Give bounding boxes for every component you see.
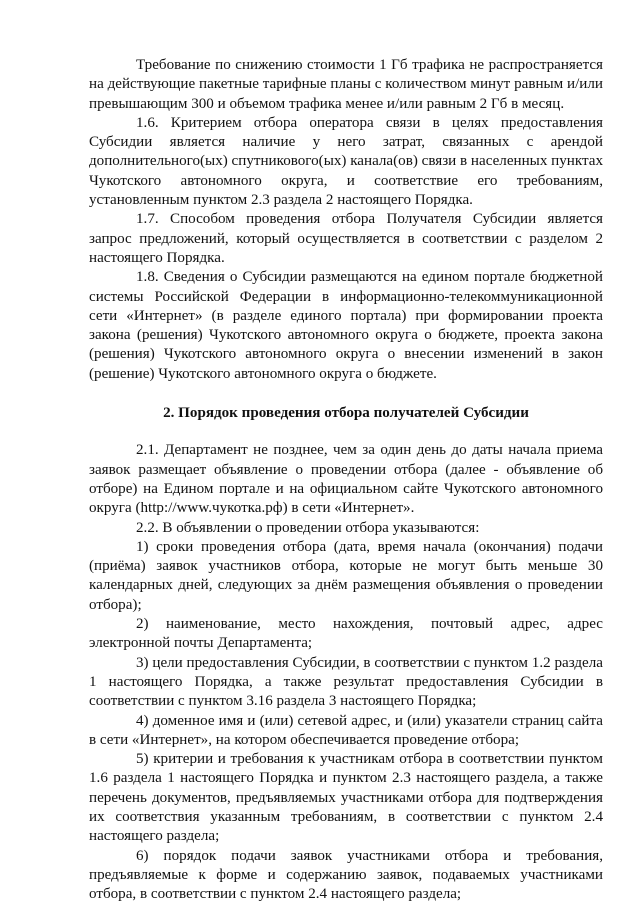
list-item-2: 2) наименование, место нахождения, почтовый адрес, адрес электронной почты Департамента; bbox=[89, 616, 603, 652]
paragraph-1-6: 1.6. Критерием отбора оператора связи в целях предоставления Субсидии является наличие у него затрат, связанных с арендой дополнительного(ых) спутникового(ых) канала(ов) связи в населенных пунктах Чукотского автономного округа, и соответствие его требованиям, установленным пунктом 2.3 раздела 2 настоящего Порядка. bbox=[89, 114, 603, 209]
section-heading: 2. Порядок проведения отбора получателей Субсидии bbox=[163, 405, 529, 422]
paragraph-traffic-requirement: Требование по снижению стоимости 1 Гб трафика не распространяется на действующие пакетные тарифные планы с количеством минут равным и/или превышающим 300 и объемом трафика менее и/или равным 2 Гб в месяц. bbox=[89, 57, 603, 112]
list-item-5: 5) критерии и требования к участникам отбора в соответствии пунктом 1.6 раздела 1 настоящего Порядка и пунктом 2.3 настоящего раздела, а также перечень документов, предъявляемых участниками отбора для подтверждения их соответствия указанным требованиям, в соответствии с пунктом 2.4 настоящего раздела; bbox=[89, 751, 603, 845]
list-item-4: 4) доменное имя и (или) сетевой адрес, и (или) указатели страниц сайта в сети «Интернет», на котором обеспечивается проведение отбора; bbox=[89, 712, 603, 748]
list-item-3: 3) цели предоставления Субсидии, в соответствии с пунктом 1.2 раздела 1 настоящего Порядка, а также результат предоставления Субсидии в соответствии с пунктом 3.16 раздела 3 настоящего Порядка; bbox=[89, 654, 603, 710]
list-item-1: 1) сроки проведения отбора (дата, время начала (окончания) подачи (приёма) заявок участников отбора, которые не могут быть меньше 30 календарных дней, следующих за днём размещения объявления о проведении отбора); bbox=[89, 538, 603, 613]
paragraph-1-7: 1.7. Способом проведения отбора Получателя Субсидии является запрос предложений, который осуществляется в соответствии с разделом 2 настоящего Порядка. bbox=[89, 211, 603, 266]
paragraph-1-8: 1.8. Сведения о Субсидии размещаются на едином портале бюджетной системы Российской Федерации в информационно-телекоммуникационной сети «Интернет» (в разделе единого портала) при формировании проекта закона (решения) Чукотского автономного округа о бюджете, проекта закона (решения) Чукотского автономного округа о внесении изменений в закон (решение) Чукотского автономного округа о бюджете. bbox=[89, 269, 603, 382]
document-page bbox=[89, 56, 603, 904]
paragraph-2-2: 2.2. В объявлении о проведении отбора указываются: bbox=[136, 519, 480, 536]
list-item-6: 6) порядок подачи заявок участниками отбора и требования, предъявляемые к форме и содержанию заявок, подаваемых участниками отбора, в соответствии с пунктом 2.4 настоящего раздела; bbox=[89, 847, 603, 903]
paragraph-2-1: 2.1. Департамент не позднее, чем за один день до даты начала приема заявок размещает объявление о проведении отбора (далее - объявление об отборе) на Едином портале и на официальном сайте Чукотского автономного округа (http://www.чукотка.рф) в сети «Интернет». bbox=[89, 442, 603, 517]
